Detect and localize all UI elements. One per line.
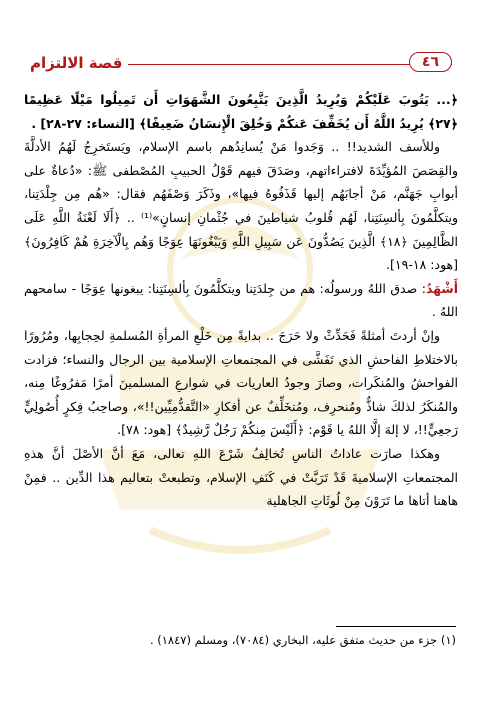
page-body [24,88,458,513]
paragraph-examples: وإنْ أردتَ أمثلةً فَحَدِّثْ ولا حَرَجَ .. بدايةً مِن خَلْعِ المرأةِ المُسلمةِ لحِجابِها، ومُرُورًا بالاختلاطِ الفاحشِ الذي تَفَشَّى في المجتمعاتِ الإسلامية بين الرجال والنساء؛ فزادت الفواحشُ والمُنكَرات، وصارَ وجودُ العاريات في شوارعِ المسلمينَ أمرًا مَفرُوغًا مِنه، والمُنكَرُ لذلكَ شاذٌّ ومُنحرِف، ومُتخَلِّفٌ عن أفكارِ «التَّقدُّمِيِّين!!»، وصاحِبُ فِكرٍ أُصُولِيٍّ رَجعِيٍّ!!، لا إلهَ إلَّا اللهُ يا قَوْم: ﴿أَلَيْسَ مِنكُمْ رَجُلٌ رَّشِيدٌ﴾ [هود: ٧٨]. [24,327,458,438]
footnote: (١) جزء من حديث متفق عليه، البخاري (٧٠٨٤)، ومسلم (١٨٤٧) . [149,633,456,647]
footnote-separator [336,626,456,627]
paragraph-main: وللأسف الشديد!! .. وَجَدوا مَنْ يُسانِدُهم باسم الإسلام، ويَستَخرِجُ لَهُمُ الأدلَّةَ والقِصَصَ المُؤيِّدَةَ لافتراءاتهم، وصَدَقَ فيهم قَوْلُ الحبيبِ المُصْطفى ﷺ: «دُعاةٌ على أبوابِ جَهَنَّم، مَنْ أجابَهُم إليها قَذَفُوهُ فيها»، وذَكَرَ وَصْفَهُم فقال: «هُم مِن جِلْدَتِنا، ويتكلَّمُونَ بِألسِنَتِنا، لَهُم قُلوبُ شياطينَ في جُثْمانِ إنسانٍ»⁽¹⁾ .. ﴿أَلَا لَعْنَةُ اللَّهِ عَلَى الظَّالِمِينَ ﴿١٨﴾ الَّذِينَ يَصُدُّونَ عَن سَبِيلِ اللَّهِ وَيَبْغُونَهَا عِوَجًا وَهُم بِالْآخِرَةِ هُمْ كَافِرُونَ﴾ [هود: ١٨-١٩]. [24,139,458,273]
paragraph-testimony-text: صدق اللهُ ورسولُه: هم من جِلدَتِنا ويتكلَّمُونَ بِألسِنَتِنا: يبغونها عِوَجًا - سامحهم اللهُ . [24,280,458,320]
highlight-word: أَشْهَدُ [425,280,458,296]
page-header [30,50,452,80]
book-title: قصة الالتزام [30,54,128,72]
paragraph-customs: وهكذا صارَت عاداتُ الناسِ تُخالِفُ شَرْعَ اللهِ تعالى، مَعَ أنَّ الأصْلَ أنَّ هذهِ المجتمعاتِ الإسلاميةَ قَدْ تَرَبَّتْ في كَنَفِ الإسلام، وتطبعتْ بتعاليم هذا الدِّين .. فمِنْ هاهنا أتاها ما تَرَوْنَ مِنْ لُوثَاتِ الجاهلية [24,445,458,509]
page-number: ٤٦ [409,52,452,72]
paragraph-testimony: أَشْهَدُ: صدق اللهُ ورسولُه: هم من جِلدَتِنا ويتكلَّمُونَ بِألسِنَتِنا: يبغونها عِوَجًا - سامحهم اللهُ . [24,280,458,320]
paragraph-quran-verse: ﴿... يَتُوبَ عَلَيْكُمْ وَيُرِيدُ الَّذِينَ يَتَّبِعُونَ الشَّهَوَاتِ أَن تَمِيلُوا مَيْلًا عَظِيمًا ﴿٢٧﴾ يُرِيدُ اللَّهُ أَن يُخَفِّفَ عَنكُمْ وَخُلِقَ الْإِنسَانُ ضَعِيفًا﴾ [النساء: ٢٧-٢٨] . [24,92,458,131]
